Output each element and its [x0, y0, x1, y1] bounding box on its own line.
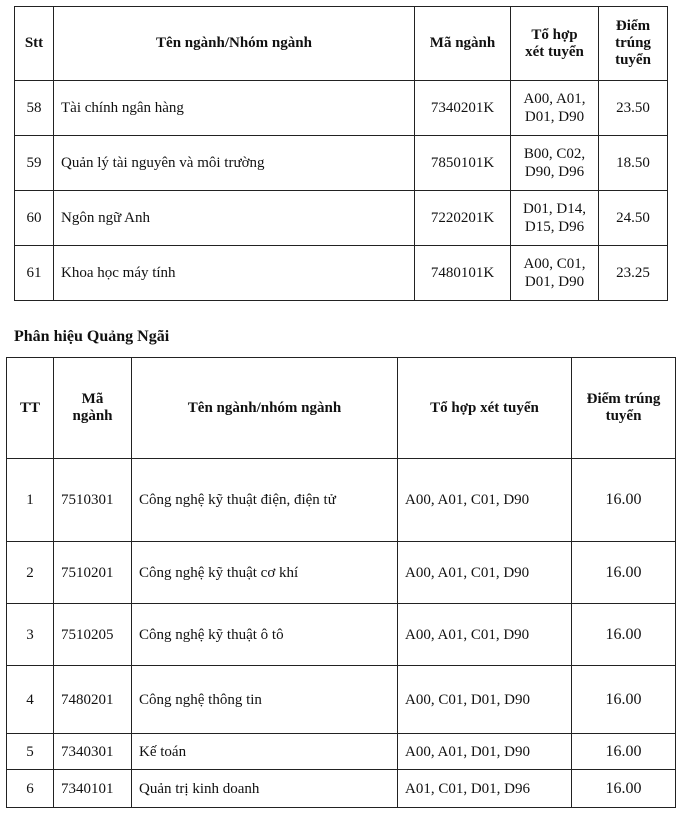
row-subject-combo: A01, C01, D01, D96 — [398, 770, 572, 808]
row-major-code: 7480201 — [54, 666, 132, 734]
row-major-name: Công nghệ kỹ thuật điện, điện tử — [132, 459, 398, 542]
row-major-name: Công nghệ kỹ thuật cơ khí — [132, 542, 398, 604]
header-major-code: Mã ngành — [54, 358, 132, 459]
row-score: 16.00 — [572, 770, 676, 808]
table-row — [7, 770, 676, 808]
row-major-name: Tài chính ngân hàng — [54, 81, 415, 136]
row-stt: 61 — [15, 246, 54, 301]
table-row — [7, 734, 676, 770]
row-tt: 3 — [7, 604, 54, 666]
row-major-name: Công nghệ thông tin — [132, 666, 398, 734]
row-major-code: 7510201 — [54, 542, 132, 604]
row-major-name: Quản lý tài nguyên và môi trường — [54, 136, 415, 191]
row-major-code: 7510205 — [54, 604, 132, 666]
row-major-code: 7340101 — [54, 770, 132, 808]
row-score: 18.50 — [599, 136, 668, 191]
table-row — [15, 191, 668, 246]
row-major-code: 7850101K — [415, 136, 511, 191]
row-subject-combo: D01, D14, D15, D96 — [511, 191, 599, 246]
row-subject-combo: A00, A01, C01, D90 — [398, 542, 572, 604]
row-major-code: 7340301 — [54, 734, 132, 770]
row-subject-combo: A00, A01, C01, D90 — [398, 604, 572, 666]
row-subject-combo: A00, A01, C01, D90 — [398, 459, 572, 542]
header-tt: TT — [7, 358, 54, 459]
row-score: 16.00 — [572, 604, 676, 666]
row-tt: 5 — [7, 734, 54, 770]
header-score: Điểm trúng tuyển — [599, 7, 668, 81]
header-subject-combo: Tổ hợp xét tuyển — [511, 7, 599, 81]
row-major-code: 7480101K — [415, 246, 511, 301]
row-score: 16.00 — [572, 734, 676, 770]
table-header-row — [15, 7, 668, 81]
row-major-code: 7510301 — [54, 459, 132, 542]
row-major-code: 7220201K — [415, 191, 511, 246]
row-major-code: 7340201K — [415, 81, 511, 136]
row-major-name: Công nghệ kỹ thuật ô tô — [132, 604, 398, 666]
row-stt: 58 — [15, 81, 54, 136]
table-row — [15, 81, 668, 136]
row-tt: 4 — [7, 666, 54, 734]
table-row — [7, 542, 676, 604]
row-tt: 1 — [7, 459, 54, 542]
row-score: 16.00 — [572, 459, 676, 542]
row-score: 16.00 — [572, 666, 676, 734]
row-subject-combo: A00, A01, D01, D90 — [398, 734, 572, 770]
row-major-name: Kế toán — [132, 734, 398, 770]
row-score: 23.50 — [599, 81, 668, 136]
row-score: 16.00 — [572, 542, 676, 604]
admission-table-1 — [14, 6, 668, 301]
header-major-code: Mã ngành — [415, 7, 511, 81]
row-score: 23.25 — [599, 246, 668, 301]
table-row — [15, 136, 668, 191]
header-score: Điểm trúng tuyển — [572, 358, 676, 459]
row-major-name: Ngôn ngữ Anh — [54, 191, 415, 246]
row-major-name: Khoa học máy tính — [54, 246, 415, 301]
table-row — [7, 459, 676, 542]
row-tt: 6 — [7, 770, 54, 808]
row-subject-combo: A00, C01, D01, D90 — [511, 246, 599, 301]
row-subject-combo: A00, A01, D01, D90 — [511, 81, 599, 136]
header-stt: Stt — [15, 7, 54, 81]
header-major-name: Tên ngành/Nhóm ngành — [54, 7, 415, 81]
section-title: Phân hiệu Quảng Ngãi — [14, 328, 170, 345]
header-major-name: Tên ngành/nhóm ngành — [132, 358, 398, 459]
row-score: 24.50 — [599, 191, 668, 246]
admission-table-2 — [6, 357, 676, 808]
row-subject-combo: B00, C02, D90, D96 — [511, 136, 599, 191]
table-header-row — [7, 358, 676, 459]
row-subject-combo: A00, C01, D01, D90 — [398, 666, 572, 734]
table-row — [7, 604, 676, 666]
row-major-name: Quản trị kinh doanh — [132, 770, 398, 808]
row-stt: 60 — [15, 191, 54, 246]
row-tt: 2 — [7, 542, 54, 604]
row-stt: 59 — [15, 136, 54, 191]
table-row — [7, 666, 676, 734]
table-row — [15, 246, 668, 301]
header-subject-combo: Tổ hợp xét tuyển — [398, 358, 572, 459]
